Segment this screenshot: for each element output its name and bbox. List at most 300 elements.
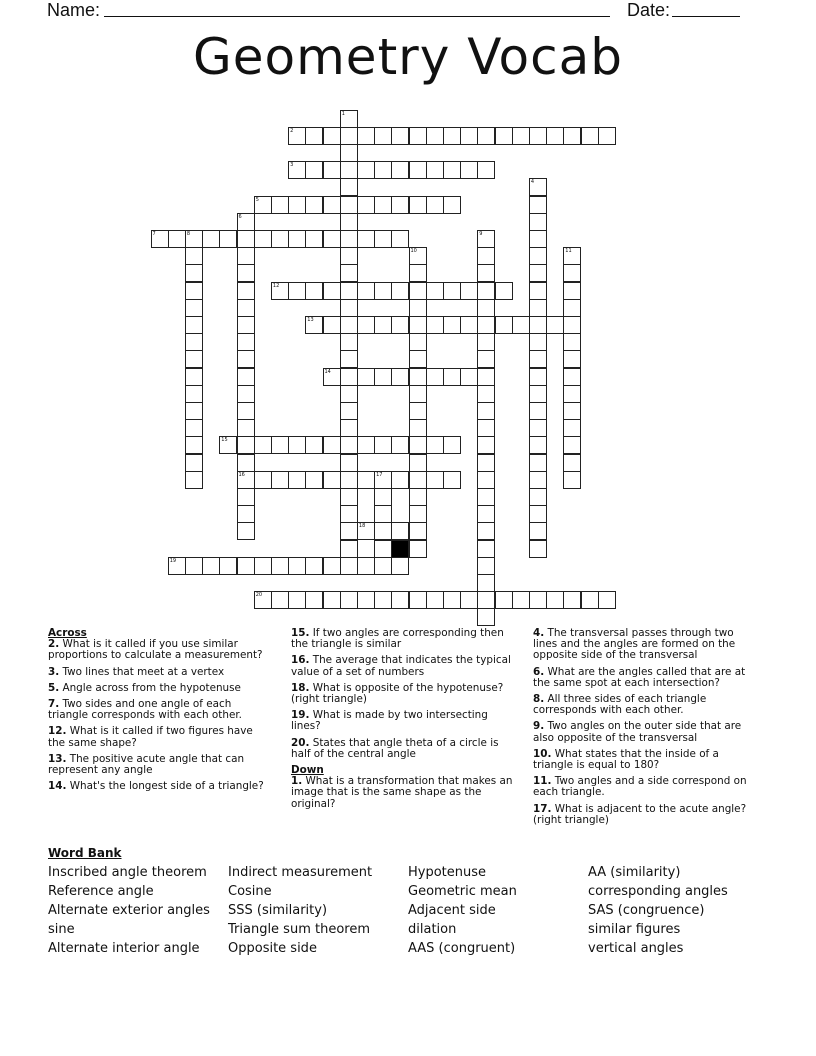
crossword-cell[interactable] <box>409 436 427 454</box>
crossword-cell[interactable] <box>391 591 409 609</box>
crossword-cell[interactable] <box>374 540 392 558</box>
crossword-cell[interactable] <box>529 316 547 334</box>
crossword-cell[interactable] <box>529 540 547 558</box>
crossword-cell[interactable] <box>374 591 392 609</box>
crossword-cell[interactable] <box>512 591 530 609</box>
crossword-cell[interactable] <box>305 230 323 248</box>
crossword-cell[interactable] <box>374 127 392 145</box>
crossword-cell[interactable] <box>340 127 358 145</box>
crossword-cell[interactable] <box>374 161 392 179</box>
crossword-cell[interactable] <box>340 488 358 506</box>
crossword-cell[interactable] <box>529 127 547 145</box>
crossword-cell[interactable] <box>219 557 237 575</box>
crossword-cell[interactable] <box>323 196 341 214</box>
crossword-cell[interactable] <box>340 161 358 179</box>
crossword-cell[interactable] <box>374 282 392 300</box>
crossword-cell[interactable] <box>323 368 341 386</box>
crossword-cell[interactable] <box>477 488 495 506</box>
crossword-cell[interactable] <box>202 230 220 248</box>
crossword-cell[interactable] <box>443 161 461 179</box>
crossword-cell[interactable] <box>477 316 495 334</box>
crossword-cell[interactable] <box>477 299 495 317</box>
crossword-cell[interactable] <box>598 591 616 609</box>
crossword-cell[interactable] <box>563 591 581 609</box>
crossword-cell[interactable] <box>529 230 547 248</box>
crossword-cell[interactable] <box>477 436 495 454</box>
crossword-cell[interactable] <box>443 316 461 334</box>
crossword-cell[interactable] <box>254 557 272 575</box>
crossword-cell[interactable] <box>254 591 272 609</box>
crossword-cell[interactable] <box>219 436 237 454</box>
crossword-cell[interactable] <box>563 299 581 317</box>
crossword-cell[interactable] <box>305 471 323 489</box>
crossword-cell[interactable] <box>185 247 203 265</box>
crossword-cell[interactable] <box>340 540 358 558</box>
crossword-cell[interactable] <box>340 522 358 540</box>
crossword-cell[interactable] <box>391 230 409 248</box>
crossword-cell[interactable] <box>409 161 427 179</box>
crossword-cell[interactable] <box>512 127 530 145</box>
crossword-cell[interactable] <box>357 316 375 334</box>
crossword-cell[interactable] <box>529 196 547 214</box>
crossword-cell[interactable] <box>409 264 427 282</box>
crossword-cell[interactable] <box>237 402 255 420</box>
clue-text: Two sides and one angle of each triangle corresponds with each other. <box>48 698 242 722</box>
crossword-cell[interactable] <box>426 196 444 214</box>
crossword-cell[interactable] <box>563 247 581 265</box>
crossword-cell[interactable] <box>443 127 461 145</box>
crossword-cell[interactable] <box>495 127 513 145</box>
crossword-cell[interactable] <box>288 557 306 575</box>
crossword-cell[interactable] <box>374 557 392 575</box>
crossword-cell[interactable] <box>529 454 547 472</box>
crossword-cell[interactable] <box>391 282 409 300</box>
crossword-cell[interactable] <box>340 144 358 162</box>
crossword-cell[interactable] <box>529 299 547 317</box>
crossword-cell[interactable] <box>443 591 461 609</box>
crossword-cell[interactable] <box>409 333 427 351</box>
crossword-cell[interactable] <box>477 505 495 523</box>
crossword-cell[interactable] <box>409 299 427 317</box>
crossword-cell[interactable] <box>271 557 289 575</box>
crossword-cell[interactable] <box>409 247 427 265</box>
crossword-cell[interactable] <box>288 127 306 145</box>
crossword-cell[interactable] <box>340 247 358 265</box>
crossword-cell[interactable] <box>185 402 203 420</box>
crossword-cell[interactable] <box>460 591 478 609</box>
crossword-cell[interactable] <box>563 264 581 282</box>
crossword-cell[interactable] <box>477 540 495 558</box>
crossword-cell[interactable] <box>546 316 564 334</box>
crossword-cell[interactable] <box>563 454 581 472</box>
crossword-cell[interactable] <box>477 471 495 489</box>
crossword-cell[interactable] <box>237 557 255 575</box>
crossword-cell[interactable] <box>340 299 358 317</box>
crossword-cell[interactable] <box>409 368 427 386</box>
crossword-cell[interactable] <box>495 316 513 334</box>
crossword-cell[interactable] <box>409 282 427 300</box>
crossword-cell[interactable] <box>357 557 375 575</box>
clue <box>48 699 270 721</box>
crossword-cell[interactable] <box>563 419 581 437</box>
crossword-cell[interactable] <box>340 402 358 420</box>
crossword-cell[interactable] <box>409 488 427 506</box>
crossword-cell[interactable] <box>563 333 581 351</box>
crossword-cell[interactable] <box>357 230 375 248</box>
crossword-cell[interactable] <box>237 264 255 282</box>
crossword-cell[interactable] <box>477 454 495 472</box>
crossword-cell[interactable] <box>529 247 547 265</box>
crossword-cell[interactable] <box>374 368 392 386</box>
crossword-cell[interactable] <box>185 333 203 351</box>
crossword-cell[interactable] <box>391 316 409 334</box>
crossword-cell[interactable] <box>460 161 478 179</box>
crossword-cell[interactable] <box>443 471 461 489</box>
crossword-cell[interactable] <box>237 454 255 472</box>
crossword-cell[interactable] <box>391 436 409 454</box>
crossword-cell[interactable] <box>477 127 495 145</box>
crossword-cell[interactable] <box>323 557 341 575</box>
crossword-cell[interactable] <box>563 385 581 403</box>
crossword-cell[interactable] <box>409 316 427 334</box>
crossword-cell[interactable] <box>237 505 255 523</box>
crossword-cell[interactable] <box>563 436 581 454</box>
crossword-cell[interactable] <box>529 385 547 403</box>
crossword-cell[interactable] <box>477 230 495 248</box>
crossword-cell[interactable] <box>409 454 427 472</box>
crossword-cell[interactable] <box>340 316 358 334</box>
crossword-cell[interactable] <box>340 264 358 282</box>
crossword-cell[interactable] <box>323 436 341 454</box>
crossword-cell[interactable] <box>529 402 547 420</box>
crossword-cell[interactable] <box>305 316 323 334</box>
crossword-cell[interactable] <box>391 471 409 489</box>
crossword-cell[interactable] <box>340 282 358 300</box>
crossword-cell[interactable] <box>254 436 272 454</box>
crossword-cell[interactable] <box>323 161 341 179</box>
crossword-cell[interactable] <box>391 196 409 214</box>
clue <box>48 754 270 776</box>
crossword-cell[interactable] <box>529 213 547 231</box>
crossword-cell[interactable] <box>168 557 186 575</box>
crossword-cell[interactable] <box>323 591 341 609</box>
crossword-cell[interactable] <box>477 419 495 437</box>
crossword-cell[interactable] <box>185 454 203 472</box>
crossword-cell[interactable] <box>340 196 358 214</box>
crossword-cell[interactable] <box>426 282 444 300</box>
crossword-cell[interactable] <box>581 591 599 609</box>
crossword-cell[interactable] <box>374 522 392 540</box>
crossword-cell[interactable] <box>340 419 358 437</box>
crossword-cell[interactable] <box>357 591 375 609</box>
crossword-cell[interactable] <box>563 471 581 489</box>
crossword-cell[interactable] <box>529 178 547 196</box>
crossword-cell[interactable] <box>443 282 461 300</box>
crossword-cell[interactable] <box>271 436 289 454</box>
clues-column-1 <box>48 628 270 792</box>
crossword-cell[interactable] <box>185 368 203 386</box>
crossword-cell[interactable] <box>391 522 409 540</box>
crossword-cell[interactable] <box>374 196 392 214</box>
crossword-cell[interactable] <box>409 522 427 540</box>
clues-column-3 <box>533 628 758 826</box>
crossword-cell[interactable] <box>563 350 581 368</box>
crossword-cell[interactable] <box>288 471 306 489</box>
crossword-cell[interactable] <box>477 522 495 540</box>
crossword-cell[interactable] <box>409 591 427 609</box>
crossword-cell[interactable] <box>477 385 495 403</box>
crossword-cell[interactable] <box>477 350 495 368</box>
crossword-cell[interactable] <box>409 385 427 403</box>
crossword-cell[interactable] <box>237 316 255 334</box>
clue-number: 16. <box>291 654 310 667</box>
crossword-cell[interactable] <box>598 127 616 145</box>
crossword-cell[interactable] <box>185 419 203 437</box>
crossword-cell[interactable] <box>202 557 220 575</box>
crossword-cell[interactable] <box>305 196 323 214</box>
crossword-cell[interactable] <box>340 385 358 403</box>
crossword-cell[interactable] <box>288 591 306 609</box>
crossword-cell[interactable] <box>237 368 255 386</box>
crossword-cell[interactable] <box>185 282 203 300</box>
crossword-cell[interactable] <box>357 196 375 214</box>
crossword-cell[interactable] <box>357 436 375 454</box>
crossword-cell[interactable] <box>529 505 547 523</box>
crossword-cell[interactable] <box>409 505 427 523</box>
crossword-cell[interactable] <box>529 333 547 351</box>
crossword-cell[interactable] <box>529 522 547 540</box>
crossword-cell[interactable] <box>529 488 547 506</box>
crossword-cell[interactable] <box>426 127 444 145</box>
crossword-cell[interactable] <box>237 213 255 231</box>
crossword-cell[interactable] <box>305 436 323 454</box>
crossword-cell[interactable] <box>305 127 323 145</box>
crossword-cell[interactable] <box>546 127 564 145</box>
crossword-cell[interactable] <box>271 230 289 248</box>
crossword-cell[interactable] <box>529 591 547 609</box>
crossword-cell[interactable] <box>529 419 547 437</box>
crossword-cell[interactable] <box>237 299 255 317</box>
crossword-cell[interactable] <box>254 196 272 214</box>
crossword-cell[interactable] <box>357 282 375 300</box>
crossword-cell[interactable] <box>581 127 599 145</box>
word-bank-entry: AAS (congruent) <box>408 941 516 956</box>
clue-number: 8. <box>533 693 545 706</box>
crossword-cell[interactable] <box>477 402 495 420</box>
crossword-cell[interactable] <box>340 436 358 454</box>
crossword-cell[interactable] <box>288 161 306 179</box>
crossword-cell[interactable] <box>237 247 255 265</box>
crossword-cell[interactable] <box>323 471 341 489</box>
crossword-cell[interactable] <box>288 196 306 214</box>
crossword-cell[interactable] <box>391 161 409 179</box>
crossword-cell[interactable] <box>237 333 255 351</box>
crossword-cell[interactable] <box>563 316 581 334</box>
crossword-cell[interactable] <box>357 368 375 386</box>
crossword-cell[interactable] <box>477 247 495 265</box>
clue-text: All three sides of each triangle corresponds with each other. <box>533 693 707 717</box>
crossword-cell[interactable] <box>323 282 341 300</box>
crossword-cell[interactable] <box>185 471 203 489</box>
crossword-cell[interactable] <box>477 161 495 179</box>
word-bank-entry: Adjacent side <box>408 903 496 918</box>
crossword-cell[interactable] <box>460 127 478 145</box>
crossword-cell[interactable] <box>426 368 444 386</box>
crossword-cell[interactable] <box>254 230 272 248</box>
clue <box>533 776 758 798</box>
crossword-cell[interactable] <box>409 419 427 437</box>
crossword-cell[interactable] <box>237 230 255 248</box>
crossword-cell[interactable] <box>426 161 444 179</box>
crossword-cell[interactable] <box>185 299 203 317</box>
crossword-cell[interactable] <box>529 350 547 368</box>
crossword-cell[interactable] <box>288 230 306 248</box>
crossword-cell[interactable] <box>237 385 255 403</box>
crossword-cell[interactable] <box>409 471 427 489</box>
crossword-cell[interactable] <box>477 557 495 575</box>
crossword-cell[interactable] <box>512 316 530 334</box>
crossword-cell[interactable] <box>409 402 427 420</box>
crossword-cell[interactable] <box>409 540 427 558</box>
word-bank-entry: Indirect measurement <box>228 865 373 880</box>
crossword-cell[interactable] <box>357 471 375 489</box>
crossword-cell[interactable] <box>374 505 392 523</box>
crossword-cell[interactable] <box>340 505 358 523</box>
across-heading: Across <box>48 627 87 639</box>
crossword-cell[interactable] <box>460 368 478 386</box>
crossword-cell[interactable] <box>529 264 547 282</box>
crossword-cell[interactable] <box>529 368 547 386</box>
crossword-cell[interactable] <box>546 591 564 609</box>
crossword-cell[interactable] <box>563 282 581 300</box>
crossword-cell[interactable] <box>340 230 358 248</box>
crossword-cell[interactable] <box>185 350 203 368</box>
crossword-cell[interactable] <box>357 161 375 179</box>
crossword-cell[interactable] <box>495 282 513 300</box>
crossword-cell[interactable] <box>185 230 203 248</box>
across-clue-list-continued <box>291 628 513 760</box>
crossword-cell[interactable] <box>426 591 444 609</box>
crossword-cell[interactable] <box>460 282 478 300</box>
crossword-cell[interactable] <box>340 350 358 368</box>
crossword-cell[interactable] <box>340 213 358 231</box>
crossword-cell[interactable] <box>357 522 375 540</box>
crossword-cell[interactable] <box>374 316 392 334</box>
crossword-cell[interactable] <box>340 178 358 196</box>
crossword-cell[interactable] <box>340 557 358 575</box>
clue-number: 20. <box>291 736 310 749</box>
crossword-cell[interactable] <box>340 454 358 472</box>
crossword-cell[interactable] <box>237 471 255 489</box>
crossword-cell[interactable] <box>374 488 392 506</box>
crossword-cell[interactable] <box>340 591 358 609</box>
crossword-cell[interactable] <box>477 368 495 386</box>
crossword-cell[interactable] <box>185 385 203 403</box>
crossword-cell[interactable] <box>340 471 358 489</box>
crossword-cell[interactable] <box>460 316 478 334</box>
crossword-cell[interactable] <box>409 196 427 214</box>
word-bank-entry: Triangle sum theorem <box>228 922 371 937</box>
crossword-cell[interactable] <box>391 557 409 575</box>
crossword-cell[interactable] <box>271 471 289 489</box>
crossword-cell[interactable] <box>271 196 289 214</box>
crossword-cell[interactable] <box>426 471 444 489</box>
crossword-cell[interactable] <box>443 436 461 454</box>
crossword-cell[interactable] <box>374 230 392 248</box>
crossword-cell[interactable] <box>151 230 169 248</box>
crossword-cell[interactable] <box>237 522 255 540</box>
crossword-cell[interactable] <box>391 368 409 386</box>
crossword-cell[interactable] <box>305 557 323 575</box>
crossword-cell[interactable] <box>477 591 495 609</box>
crossword-cell[interactable] <box>443 196 461 214</box>
crossword-cell[interactable] <box>340 333 358 351</box>
crossword-cell[interactable] <box>305 282 323 300</box>
date-label: Date: <box>627 0 671 20</box>
clue-text: The transversal passes through two lines and the angles are formed on the opposite side of the transversal <box>533 627 736 662</box>
crossword-cell[interactable] <box>529 436 547 454</box>
crossword-cell[interactable] <box>529 282 547 300</box>
crossword-cell[interactable] <box>237 488 255 506</box>
crossword-cell[interactable] <box>477 264 495 282</box>
crossword-cell[interactable] <box>563 368 581 386</box>
crossword-cell[interactable] <box>271 591 289 609</box>
crossword-cell[interactable] <box>340 110 358 128</box>
crossword-cell[interactable] <box>529 471 547 489</box>
crossword-cell[interactable] <box>495 591 513 609</box>
crossword-cell[interactable] <box>426 436 444 454</box>
crossword-cell[interactable] <box>323 127 341 145</box>
word-bank-column <box>48 863 210 958</box>
crossword-cell[interactable] <box>254 471 272 489</box>
crossword-cell[interactable] <box>185 316 203 334</box>
crossword-cell[interactable] <box>185 557 203 575</box>
crossword-cell[interactable] <box>323 230 341 248</box>
crossword-cell[interactable] <box>237 436 255 454</box>
crossword-cell[interactable] <box>563 402 581 420</box>
crossword-cell[interactable] <box>477 333 495 351</box>
crossword-cell[interactable] <box>219 230 237 248</box>
crossword-cell[interactable] <box>305 591 323 609</box>
crossword-cell[interactable] <box>374 436 392 454</box>
crossword-cell[interactable] <box>477 574 495 592</box>
crossword-cell[interactable] <box>237 282 255 300</box>
crossword-cell[interactable] <box>305 161 323 179</box>
crossword-cell[interactable] <box>409 127 427 145</box>
crossword-cell[interactable] <box>185 264 203 282</box>
crossword-cell[interactable] <box>563 127 581 145</box>
crossword-cell[interactable] <box>443 368 461 386</box>
clue-text: What's the longest side of a triangle? <box>66 780 264 793</box>
crossword-cell[interactable] <box>185 436 203 454</box>
crossword-cell[interactable] <box>237 350 255 368</box>
crossword-cell[interactable] <box>168 230 186 248</box>
crossword-cell[interactable] <box>477 608 495 626</box>
crossword-cell[interactable] <box>409 350 427 368</box>
crossword-cell[interactable] <box>426 316 444 334</box>
crossword-cell[interactable] <box>237 419 255 437</box>
crossword-cell[interactable] <box>340 368 358 386</box>
crossword-cell[interactable] <box>288 436 306 454</box>
crossword-cell[interactable] <box>323 316 341 334</box>
crossword-cell[interactable] <box>477 282 495 300</box>
crossword-cell[interactable] <box>374 471 392 489</box>
crossword-cell[interactable] <box>288 282 306 300</box>
crossword-cell[interactable] <box>391 127 409 145</box>
crossword-cell[interactable] <box>271 282 289 300</box>
crossword-cell[interactable] <box>357 127 375 145</box>
clue-number: 10. <box>533 747 552 760</box>
